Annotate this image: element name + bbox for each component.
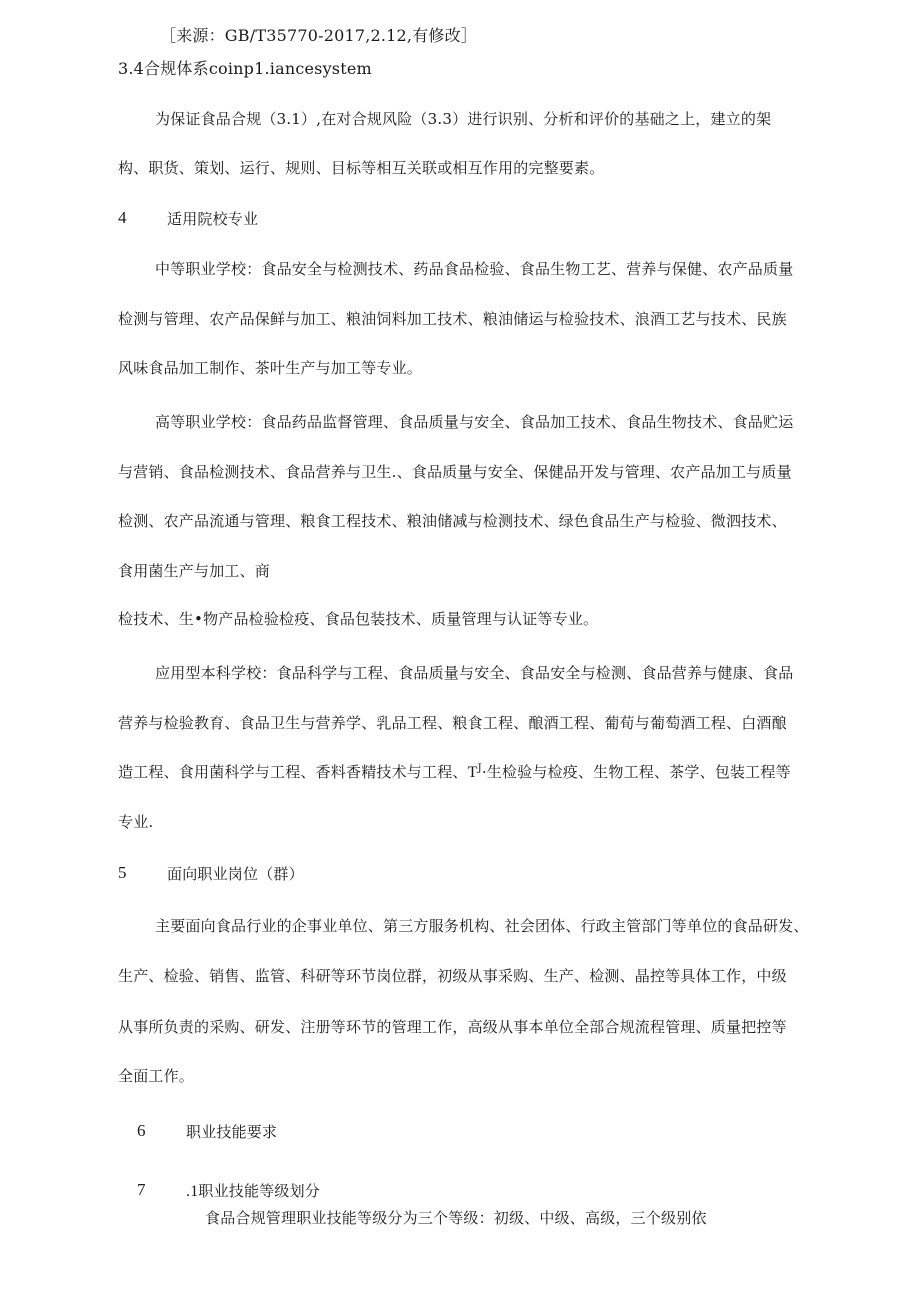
secondary-schools-line: 风味食品加工制作、茶叶生产与加工等专业。 [118,359,423,377]
section-6-title: 职业技能要求 [186,1123,278,1141]
section-5-line: 生产、检验、销售、监管、科研等环节岗位群，初级从事采购、生产、检测、晶控等具体工作，中级 [118,967,787,985]
section-5-number: 5 [118,863,127,882]
term-3-4-line: 为保证食品合规（3.1）,在对合规风险（3.3）进行识别、分析和评价的基础之上，建立的架 [155,110,772,128]
ocr-artifact-t: T [467,764,478,781]
higher-schools-line: 检技术、生•物产品检验检疫、食品包装技术、质量管理与认证等专业。 [118,610,599,628]
undergrad-text: ·生检验与检疫、生物工程、茶学、包装工程等 [481,763,791,781]
section-4-title: 适用院校专业 [167,210,259,228]
undergrad-text: 造工程、食用菌科学与工程、香料香精技术与工程、 [118,763,468,781]
undergrad-schools-line: 营养与检验教育、食品卫生与营养学、乳品工程、粮食工程、酿酒工程、葡荀与葡萄酒工程、白酒酿 [118,714,787,732]
secondary-schools-line: 中等职业学校：食品安全与检测技术、药品食品检验、食品生物工艺、营养与保健、农产品质量 [155,260,794,278]
undergrad-schools-line: 专业. [118,813,154,831]
section-5-line: 主要面向食品行业的企事业单位、第三方服务机构、社会团体、行政主管部门等单位的食品研发、 [155,917,809,935]
section-5-line: 全面工作。 [118,1067,195,1085]
section-7-number: 7 [137,1180,146,1199]
secondary-schools-line: 检测与管理、农产品保鲜与加工、粮油饲料加工技术、粮油储运与检验技术、浪酒工艺与技术、民族 [118,310,787,328]
section-4-number: 4 [118,208,127,227]
ocr-artifact-j: J [477,763,482,774]
section-6-number: 6 [137,1121,146,1140]
source-note: ［来源：GB/T35770-2017,2.12,有修改］ [160,26,478,45]
section-7-heading [186,1181,320,1202]
section-7-title: 职业技能等级划分 [198,1182,321,1200]
higher-schools-line: 检测、农产品流通与管理、粮食工程技术、粮油储减与检测技术、绿色食品生产与检验、微泗技术、 [118,512,787,530]
term-3-4-heading: 3.4合规体系coinp1.iancesystem [118,59,372,78]
section-7-line: 食品合规管理职业技能等级分为三个等级：初级、中级、高级，三个级别依 [205,1209,707,1227]
higher-schools-line: 与营销、食品检测技术、食品营养与卫生.、食品质量与安全、保健品开发与管理、农产品加工与质量 [118,463,792,481]
section-5-title: 面向职业岗位（群） [167,865,304,883]
undergrad-schools-line: 应用型本科学校：食品科学与工程、食品质量与安全、食品安全与检测、食品营养与健康、食品 [155,664,794,682]
higher-schools-line: 食用菌生产与加工、商 [118,562,271,580]
higher-schools-line: 高等职业学校：食品药品监督管理、食品质量与安全、食品加工技术、食品生物技术、食品贮运 [155,413,794,431]
section-7-subnumber: .1 [186,1183,199,1200]
undergrad-schools-line [118,762,791,783]
term-3-4-line: 构、职货、策划、运行、规则、目标等相互关联或相互作用的完整要素。 [118,159,605,177]
section-5-line: 从事所负责的采购、研发、注册等环节的管理工作，高级从事本单位全部合规流程管理、质量把控等 [118,1018,787,1036]
